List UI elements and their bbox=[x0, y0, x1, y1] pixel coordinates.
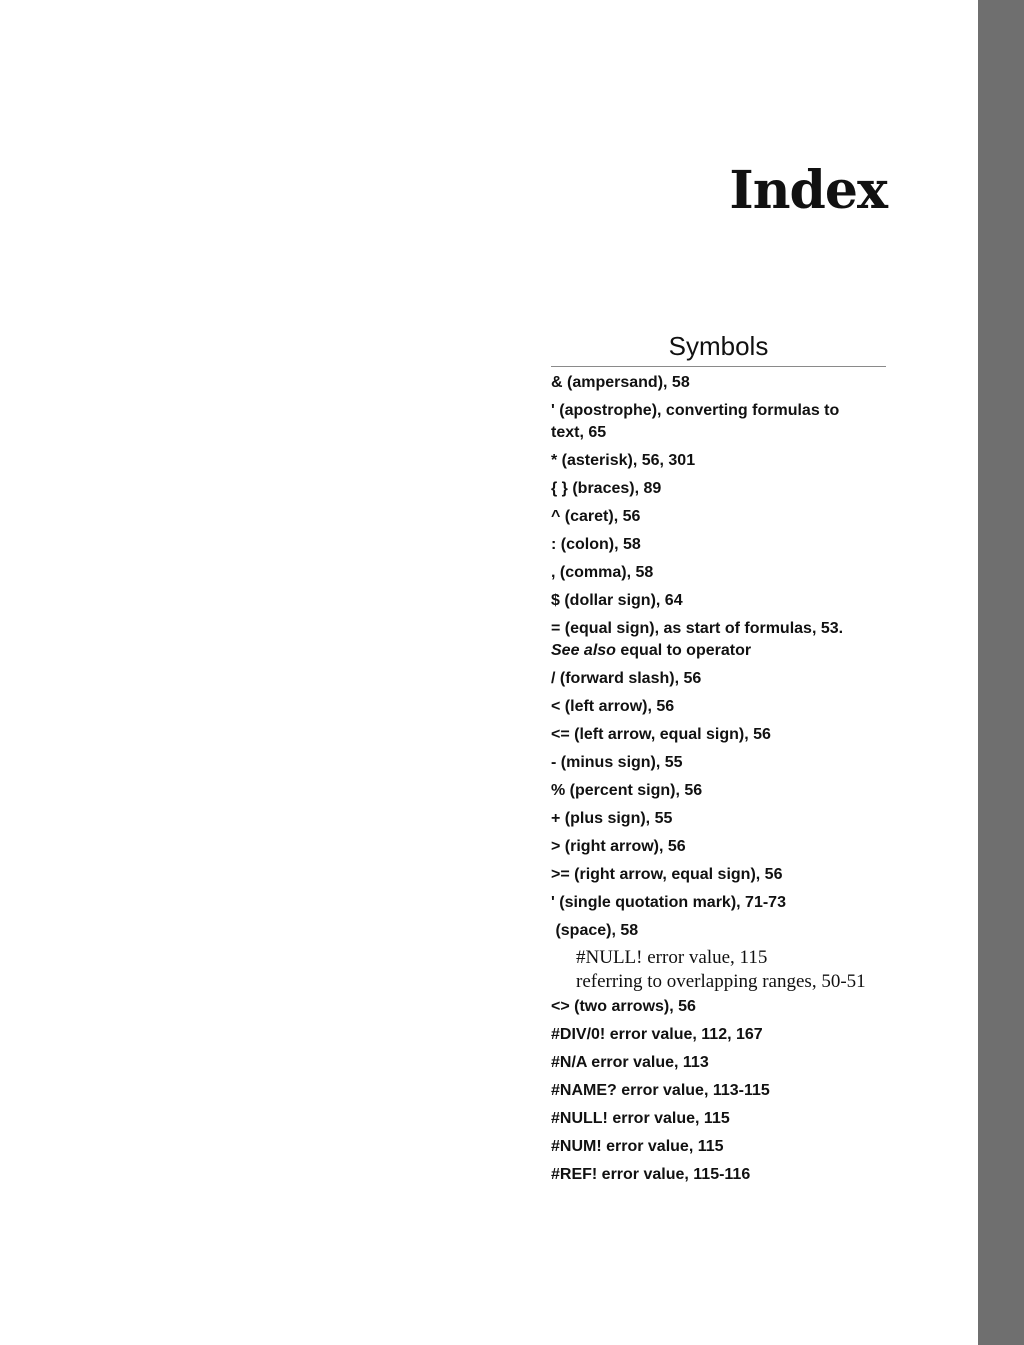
index-entry: ' (single quotation mark), 71-73 bbox=[551, 894, 786, 911]
index-entry: - (minus sign), 55 bbox=[551, 754, 683, 771]
index-entry: + (plus sign), 55 bbox=[551, 810, 673, 827]
index-entry-line: ' (apostrophe), converting formulas to bbox=[551, 402, 840, 419]
index-entry: < (left arrow), 56 bbox=[551, 698, 675, 715]
see-also-target: equal to operator bbox=[615, 642, 752, 659]
index-entry: #NULL! error value, 115 bbox=[551, 1110, 730, 1127]
index-entry: * (asterisk), 56, 301 bbox=[551, 452, 696, 469]
index-entry-continuation: text, 65 bbox=[551, 424, 607, 441]
index-sub-entry: referring to overlapping ranges, 50-51 bbox=[576, 971, 866, 992]
index-entry: ^ (caret), 56 bbox=[551, 508, 641, 525]
index-entry: #NUM! error value, 115 bbox=[551, 1138, 724, 1155]
index-entry: <= (left arrow, equal sign), 56 bbox=[551, 726, 771, 743]
index-entry: (space), 58 bbox=[551, 922, 639, 939]
index-entry-list bbox=[551, 372, 891, 1192]
index-entry bbox=[551, 618, 891, 662]
section-heading-symbols: Symbols bbox=[551, 326, 886, 367]
index-entry: #REF! error value, 115-116 bbox=[551, 1166, 751, 1183]
index-entry: { } (braces), 89 bbox=[551, 480, 662, 497]
index-entry-continuation bbox=[551, 640, 891, 662]
index-entry: > (right arrow), 56 bbox=[551, 838, 686, 855]
index-entry bbox=[551, 400, 891, 444]
index-entry: <> (two arrows), 56 bbox=[551, 998, 696, 1015]
index-entry-line: = (equal sign), as start of formulas, 53. bbox=[551, 620, 844, 637]
index-entry: % (percent sign), 56 bbox=[551, 782, 703, 799]
index-entry: / (forward slash), 56 bbox=[551, 670, 702, 687]
index-entry: >= (right arrow, equal sign), 56 bbox=[551, 866, 783, 883]
index-entry: & (ampersand), 58 bbox=[551, 374, 690, 391]
index-entry: $ (dollar sign), 64 bbox=[551, 592, 683, 609]
index-entry: : (colon), 58 bbox=[551, 536, 641, 553]
index-entry: , (comma), 58 bbox=[551, 564, 654, 581]
index-entry: #N/A error value, 113 bbox=[551, 1054, 709, 1071]
page-edge-bar bbox=[978, 0, 1024, 1345]
index-sub-entry: #NULL! error value, 115 bbox=[576, 947, 768, 968]
index-entry: #DIV/0! error value, 112, 167 bbox=[551, 1026, 763, 1043]
see-also-label: See also bbox=[551, 642, 616, 659]
index-entry: #NAME? error value, 113-115 bbox=[551, 1082, 770, 1099]
page-title: Index bbox=[729, 160, 887, 221]
